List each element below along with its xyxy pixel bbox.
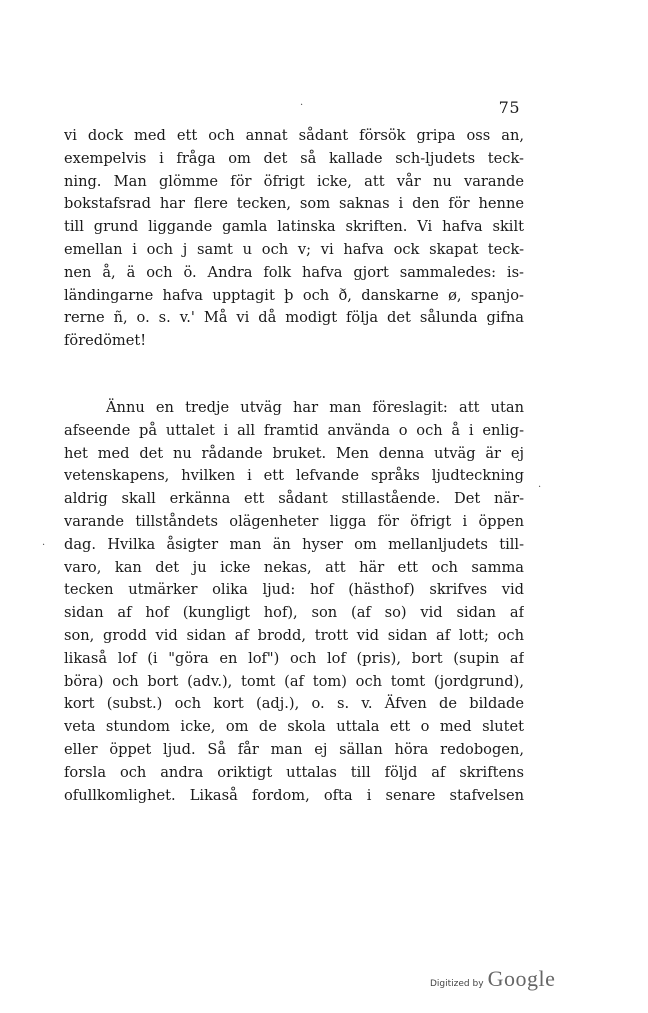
page-number: 75 (498, 98, 520, 117)
text-line: Ännu en tredje utväg har man föreslagit: att utan (106, 399, 524, 416)
text-line: likaså lof (i "göra en lof") och lof (pris), bort (supin af (64, 649, 524, 667)
digitized-watermark (430, 966, 555, 992)
text-line: exempelvis i fråga om det så kallade sch-ljudets teck- (64, 149, 524, 167)
text-line: kort (subst.) och kort (adj.), o. s. v. Äfven de bildade (64, 695, 524, 713)
text-line: ofullkomlighet. Likaså fordom, ofta i senare stafvelsen (64, 786, 524, 804)
text-line: emellan i och j samt u och v; vi hafva ock skapat teck- (64, 240, 524, 258)
text-line: bokstafsrad har flere tecken, som saknas i den för henne (64, 195, 524, 213)
text-line: vetenskapens, hvilken i ett lefvande språks ljudteckning (64, 467, 524, 485)
text-line: dag. Hvilka åsigter man än hyser om mellanljudets till- (64, 535, 524, 553)
scan-speck: · (42, 540, 46, 551)
text-line: forsla och andra oriktigt uttalas till följd af skriftens (64, 763, 524, 781)
scan-speck: · (300, 100, 304, 111)
text-line: veta stundom icke, om de skola uttala ett o med slutet (64, 718, 524, 736)
text-line: till grund liggande gamla latinska skriften. Vi hafva skilt (64, 218, 524, 236)
text-line: tecken utmärker olika ljud: hof (hästhof) skrifves vid (64, 581, 524, 599)
text-line: afseende på uttalet i all framtid använda o och å i enlig- (64, 421, 524, 439)
text-line: vi dock med ett och annat sådant försök gripa oss an, (64, 127, 524, 144)
text-line: böra) och bort (adv.), tomt (af tom) och tomt (jordgrund), (64, 672, 524, 690)
text-line: varo, kan det ju icke nekas, att här ett och samma (64, 558, 524, 576)
paragraph-1 (64, 125, 524, 353)
text-line: rerne ñ, o. s. v.' Må vi då modigt följa det sålunda gifna (64, 309, 524, 327)
text-line: varande tillståndets olägenheter ligga för öfrigt i öppen (64, 512, 524, 530)
scan-speck: · (538, 482, 542, 493)
text-line: ning. Man glömme för öfrigt icke, att vår nu varande (64, 172, 524, 190)
text-line: ländingarne hafva upptagit þ och ð, danskarne ø, spanjo- (64, 286, 524, 304)
text-line: het med det nu rådande bruket. Men denna utväg är ej (64, 444, 524, 462)
google-logo: Google (487, 966, 556, 991)
text-line: aldrig skall erkänna ett sådant stillastående. Det när- (64, 490, 524, 508)
text-line: föredömet! (64, 332, 147, 350)
text-line: son, grodd vid sidan af brodd, trott vid sidan af lott; och (64, 626, 524, 644)
text-line: eller öppet ljud. Så får man ej sällan höra redobogen, (64, 740, 524, 758)
paragraph-2 (64, 397, 524, 807)
text-line: nen å, ä och ö. Andra folk hafva gjort sammaledes: is- (64, 263, 524, 281)
text-line: sidan af hof (kungligt hof), son (af so) vid sidan af (64, 604, 524, 622)
digitized-label: Digitized by (430, 979, 484, 989)
